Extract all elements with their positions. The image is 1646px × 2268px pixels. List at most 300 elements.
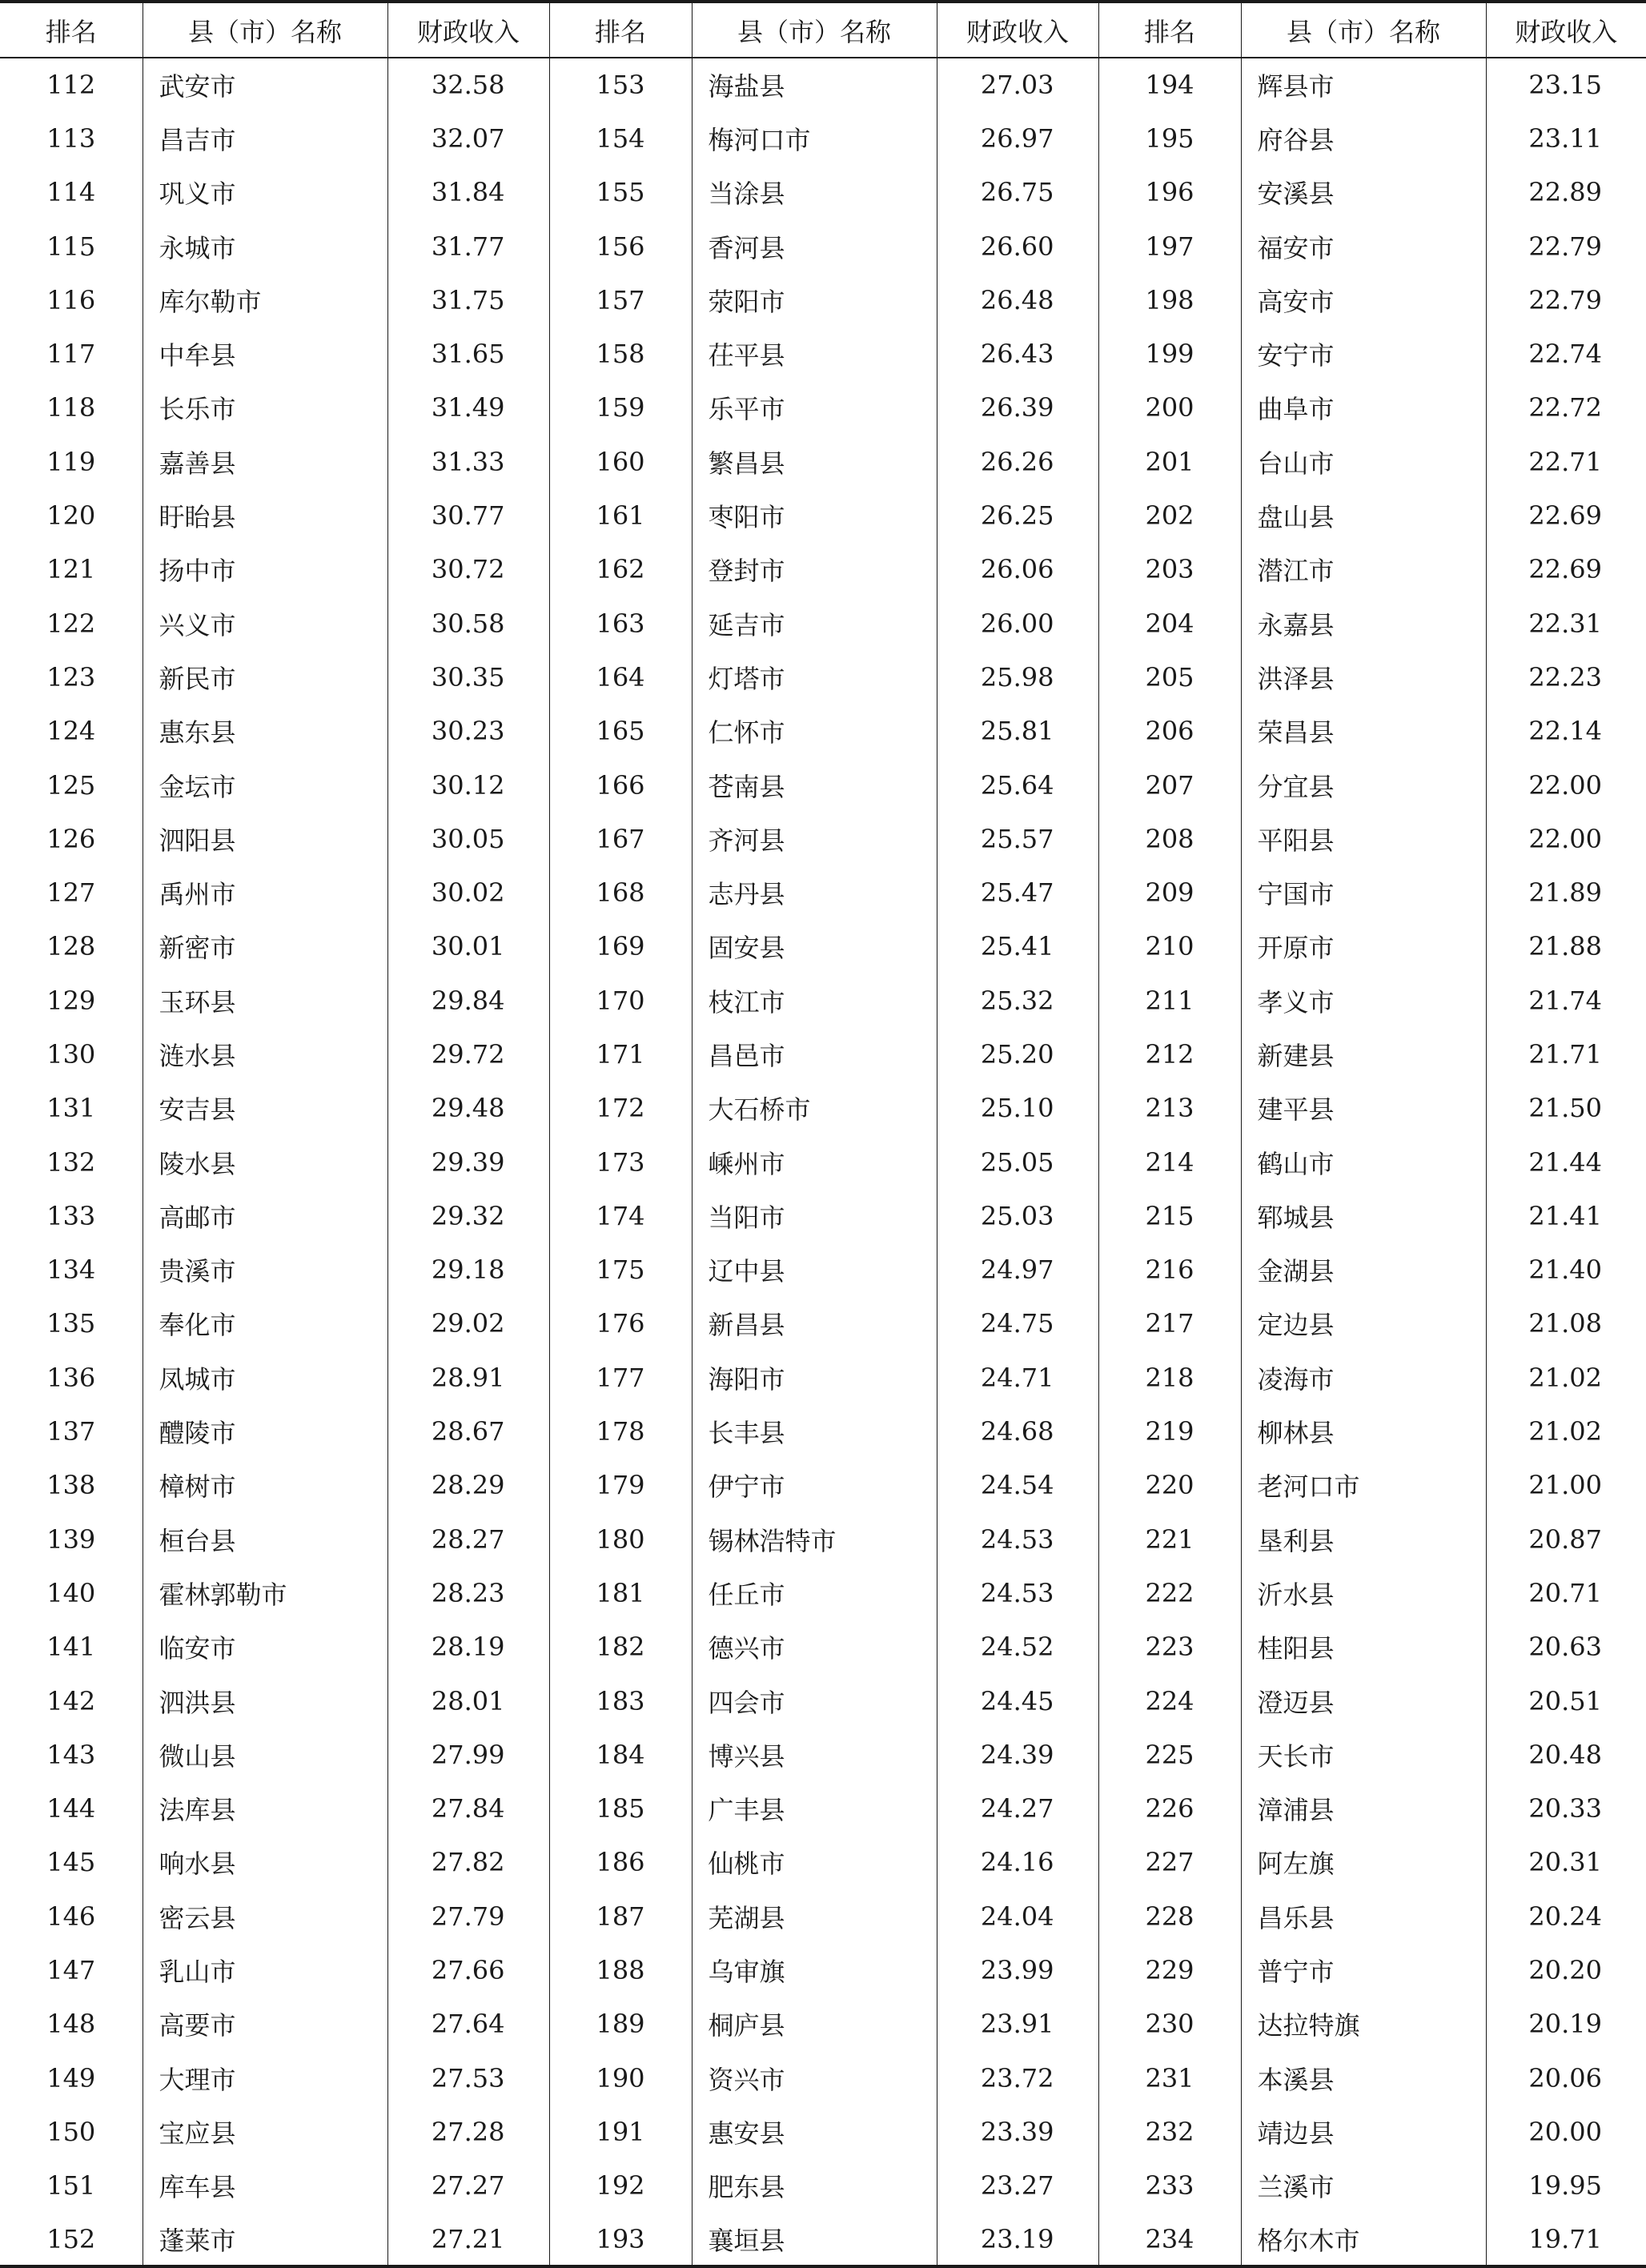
revenue-cell: 24.53 — [937, 1512, 1098, 1566]
revenue-cell: 25.64 — [937, 758, 1098, 812]
revenue-cell: 29.48 — [387, 1082, 549, 1135]
county-name-cell: 长丰县 — [692, 1404, 937, 1458]
rank-cell: 229 — [1098, 1943, 1241, 1997]
rank-cell: 193 — [549, 2213, 692, 2266]
revenue-cell: 26.43 — [937, 327, 1098, 380]
revenue-cell: 22.89 — [1486, 166, 1646, 219]
county-name-cell: 霍林郭勒市 — [143, 1566, 387, 1620]
county-name-cell: 新昌县 — [692, 1297, 937, 1351]
county-name-cell: 桓台县 — [143, 1512, 387, 1566]
revenue-cell: 26.60 — [937, 219, 1098, 273]
county-name-cell: 乐平市 — [692, 381, 937, 435]
rank-cell: 192 — [549, 2159, 692, 2213]
header-revenue-3: 财政收入 — [1486, 2, 1646, 58]
rank-cell: 204 — [1098, 596, 1241, 650]
table-row — [0, 1782, 1646, 1836]
county-name-cell: 昌邑市 — [692, 1027, 937, 1081]
county-name-cell: 临安市 — [143, 1620, 387, 1674]
county-name-cell: 高安市 — [1241, 273, 1486, 327]
county-name-cell: 海阳市 — [692, 1351, 937, 1404]
rank-cell: 181 — [549, 1566, 692, 1620]
revenue-cell: 25.32 — [937, 973, 1098, 1027]
rank-cell: 140 — [46, 1577, 96, 1608]
county-name-cell: 禹州市 — [143, 865, 387, 919]
revenue-cell: 27.64 — [387, 1997, 549, 2051]
rank-cell: 213 — [1098, 1082, 1241, 1135]
revenue-cell: 20.06 — [1486, 2051, 1646, 2105]
county-name-cell: 永嘉县 — [1241, 596, 1486, 650]
table-row — [0, 704, 1646, 758]
county-name-cell: 鹤山市 — [1241, 1135, 1486, 1189]
table-row — [0, 1728, 1646, 1781]
county-name-cell: 仙桃市 — [692, 1836, 937, 1889]
rank-cell: 135 — [46, 1308, 96, 1339]
county-name-cell: 新密市 — [143, 920, 387, 973]
revenue-cell: 22.79 — [1486, 273, 1646, 327]
revenue-cell: 22.74 — [1486, 327, 1646, 380]
rank-cell: 133 — [46, 1200, 96, 1231]
revenue-cell: 22.23 — [1486, 650, 1646, 704]
revenue-cell: 20.63 — [1486, 1620, 1646, 1674]
revenue-cell: 27.82 — [387, 1836, 549, 1889]
rank-cell: 122 — [46, 608, 96, 639]
county-name-cell: 肥东县 — [692, 2159, 937, 2213]
table-row — [0, 865, 1646, 919]
county-name-cell: 惠东县 — [143, 704, 387, 758]
rank-cell: 219 — [1098, 1404, 1241, 1458]
county-name-cell: 奉化市 — [143, 1297, 387, 1351]
county-name-cell: 齐河县 — [692, 812, 937, 865]
county-name-cell: 芜湖县 — [692, 1889, 937, 1943]
county-name-cell: 当阳市 — [692, 1189, 937, 1242]
rank-cell: 228 — [1098, 1889, 1241, 1943]
revenue-cell: 26.25 — [937, 488, 1098, 542]
revenue-cell: 32.07 — [387, 111, 549, 165]
county-name-cell: 曲阜市 — [1241, 381, 1486, 435]
revenue-cell: 21.02 — [1486, 1351, 1646, 1404]
rank-cell: 144 — [46, 1793, 96, 1824]
table-row — [0, 920, 1646, 973]
rank-cell: 130 — [46, 1038, 96, 1070]
rank-cell: 127 — [46, 877, 96, 909]
revenue-cell: 27.27 — [387, 2159, 549, 2213]
rank-cell: 201 — [1098, 435, 1241, 488]
revenue-cell: 20.87 — [1486, 1512, 1646, 1566]
revenue-cell: 28.27 — [387, 1512, 549, 1566]
county-name-cell: 志丹县 — [692, 865, 937, 919]
rank-cell: 216 — [1098, 1243, 1241, 1297]
revenue-cell: 23.19 — [937, 2213, 1098, 2266]
county-name-cell: 惠安县 — [692, 2105, 937, 2158]
county-name-cell: 乳山市 — [143, 1943, 387, 1997]
revenue-cell: 31.65 — [387, 327, 549, 380]
county-name-cell: 扬中市 — [143, 543, 387, 596]
rank-cell: 212 — [1098, 1027, 1241, 1081]
rank-cell: 138 — [46, 1470, 96, 1501]
revenue-cell: 26.26 — [937, 435, 1098, 488]
table-row — [0, 273, 1646, 327]
table-row — [0, 1943, 1646, 1997]
rank-cell: 233 — [1098, 2159, 1241, 2213]
rank-cell: 211 — [1098, 973, 1241, 1027]
county-name-cell: 涟水县 — [143, 1027, 387, 1081]
county-name-cell: 延吉市 — [692, 596, 937, 650]
revenue-cell: 21.41 — [1486, 1189, 1646, 1242]
county-name-cell: 郓城县 — [1241, 1189, 1486, 1242]
rank-cell: 124 — [46, 716, 96, 747]
county-name-cell: 洪泽县 — [1241, 650, 1486, 704]
county-name-cell: 库车县 — [143, 2159, 387, 2213]
rank-cell: 125 — [46, 769, 96, 801]
revenue-cell: 25.10 — [937, 1082, 1098, 1135]
revenue-cell: 24.71 — [937, 1351, 1098, 1404]
table-row — [0, 1351, 1646, 1404]
rank-cell: 136 — [46, 1362, 96, 1393]
rank-cell: 177 — [549, 1351, 692, 1404]
table-row — [0, 1082, 1646, 1135]
revenue-cell: 28.01 — [387, 1674, 549, 1728]
rank-cell: 215 — [1098, 1189, 1241, 1242]
county-name-cell: 垦利县 — [1241, 1512, 1486, 1566]
rank-cell: 195 — [1098, 111, 1241, 165]
table-row — [0, 1243, 1646, 1297]
revenue-cell: 31.84 — [387, 166, 549, 219]
county-name-cell: 灯塔市 — [692, 650, 937, 704]
county-name-cell: 辉县市 — [1241, 58, 1486, 111]
table-row — [0, 1404, 1646, 1458]
revenue-cell: 23.72 — [937, 2051, 1098, 2105]
county-name-cell: 中牟县 — [143, 327, 387, 380]
county-name-cell: 密云县 — [143, 1889, 387, 1943]
revenue-cell: 30.02 — [387, 865, 549, 919]
table-row — [0, 2213, 1646, 2266]
revenue-cell: 21.00 — [1486, 1459, 1646, 1512]
revenue-cell: 22.00 — [1486, 812, 1646, 865]
rank-cell: 178 — [549, 1404, 692, 1458]
rank-cell: 160 — [549, 435, 692, 488]
revenue-cell: 20.19 — [1486, 1997, 1646, 2051]
county-name-cell: 普宁市 — [1241, 1943, 1486, 1997]
rank-cell: 148 — [46, 2009, 96, 2040]
revenue-cell: 30.72 — [387, 543, 549, 596]
rank-cell: 112 — [46, 70, 96, 101]
county-name-cell: 陵水县 — [143, 1135, 387, 1189]
county-name-cell: 桐庐县 — [692, 1997, 937, 2051]
rank-cell: 226 — [1098, 1782, 1241, 1836]
revenue-cell: 30.58 — [387, 596, 549, 650]
rank-cell: 222 — [1098, 1566, 1241, 1620]
revenue-cell: 23.99 — [937, 1943, 1098, 1997]
county-name-cell: 泗阳县 — [143, 812, 387, 865]
revenue-cell: 20.20 — [1486, 1943, 1646, 1997]
county-name-cell: 锡林浩特市 — [692, 1512, 937, 1566]
revenue-cell: 26.00 — [937, 596, 1098, 650]
county-name-cell: 兴义市 — [143, 596, 387, 650]
county-name-cell: 沂水县 — [1241, 1566, 1486, 1620]
rank-cell: 118 — [46, 392, 96, 423]
table-header — [0, 2, 1646, 58]
rank-cell: 205 — [1098, 650, 1241, 704]
county-name-cell: 泗洪县 — [143, 1674, 387, 1728]
table-row — [0, 58, 1646, 111]
rank-cell: 163 — [549, 596, 692, 650]
county-name-cell: 靖边县 — [1241, 2105, 1486, 2158]
rank-cell: 232 — [1098, 2105, 1241, 2158]
county-name-cell: 当涂县 — [692, 166, 937, 219]
rank-cell: 174 — [549, 1189, 692, 1242]
rank-cell: 162 — [549, 543, 692, 596]
county-name-cell: 漳浦县 — [1241, 1782, 1486, 1836]
rank-cell: 203 — [1098, 543, 1241, 596]
table-row — [0, 650, 1646, 704]
rank-cell: 172 — [549, 1082, 692, 1135]
revenue-cell: 27.21 — [387, 2213, 549, 2266]
county-name-cell: 昌吉市 — [143, 111, 387, 165]
rank-cell: 175 — [549, 1243, 692, 1297]
header-county-name-1: 县（市）名称 — [143, 2, 387, 58]
table-row — [0, 758, 1646, 812]
table-row — [0, 1836, 1646, 1889]
rank-cell: 225 — [1098, 1728, 1241, 1781]
revenue-cell: 27.79 — [387, 1889, 549, 1943]
revenue-cell: 24.04 — [937, 1889, 1098, 1943]
rank-cell: 142 — [46, 1685, 96, 1716]
county-name-cell: 金坛市 — [143, 758, 387, 812]
rank-cell: 223 — [1098, 1620, 1241, 1674]
county-name-cell: 宝应县 — [143, 2105, 387, 2158]
rank-cell: 147 — [46, 1955, 96, 1986]
county-name-cell: 澄迈县 — [1241, 1674, 1486, 1728]
revenue-cell: 25.05 — [937, 1135, 1098, 1189]
county-name-cell: 新建县 — [1241, 1027, 1486, 1081]
county-name-cell: 大理市 — [143, 2051, 387, 2105]
revenue-cell: 29.02 — [387, 1297, 549, 1351]
header-county-name-2: 县（市）名称 — [692, 2, 937, 58]
table-row — [0, 1997, 1646, 2051]
county-name-cell: 桂阳县 — [1241, 1620, 1486, 1674]
table-row — [0, 327, 1646, 380]
county-name-cell: 登封市 — [692, 543, 937, 596]
rank-cell: 113 — [46, 122, 96, 154]
county-name-cell: 永城市 — [143, 219, 387, 273]
revenue-cell: 28.91 — [387, 1351, 549, 1404]
revenue-cell: 29.39 — [387, 1135, 549, 1189]
county-name-cell: 仁怀市 — [692, 704, 937, 758]
rank-cell: 154 — [549, 111, 692, 165]
county-name-cell: 海盐县 — [692, 58, 937, 111]
revenue-cell: 22.69 — [1486, 488, 1646, 542]
county-name-cell: 茌平县 — [692, 327, 937, 380]
rank-cell: 220 — [1098, 1459, 1241, 1512]
rank-cell: 183 — [549, 1674, 692, 1728]
county-name-cell: 定边县 — [1241, 1297, 1486, 1351]
county-name-cell: 嘉善县 — [143, 435, 387, 488]
county-name-cell: 台山市 — [1241, 435, 1486, 488]
revenue-cell: 29.84 — [387, 973, 549, 1027]
revenue-cell: 20.48 — [1486, 1728, 1646, 1781]
county-name-cell: 贵溪市 — [143, 1243, 387, 1297]
county-name-cell: 辽中县 — [692, 1243, 937, 1297]
table-row — [0, 435, 1646, 488]
rank-cell: 134 — [46, 1254, 96, 1286]
revenue-cell: 19.71 — [1486, 2213, 1646, 2266]
rank-cell: 152 — [0, 2213, 143, 2266]
county-name-cell: 固安县 — [692, 920, 937, 973]
county-name-cell: 嵊州市 — [692, 1135, 937, 1189]
table-row — [0, 381, 1646, 435]
revenue-cell: 30.77 — [387, 488, 549, 542]
county-name-cell: 任丘市 — [692, 1566, 937, 1620]
rank-cell: 149 — [46, 2062, 96, 2093]
rank-cell: 150 — [46, 2116, 96, 2147]
county-name-cell: 大石桥市 — [692, 1082, 937, 1135]
county-name-cell: 响水县 — [143, 1836, 387, 1889]
rank-cell: 197 — [1098, 219, 1241, 273]
rank-cell: 185 — [549, 1782, 692, 1836]
rank-cell: 166 — [549, 758, 692, 812]
county-name-cell: 开原市 — [1241, 920, 1486, 973]
header-county-name-3: 县（市）名称 — [1241, 2, 1486, 58]
table-row — [0, 596, 1646, 650]
revenue-cell: 20.33 — [1486, 1782, 1646, 1836]
rank-cell: 168 — [549, 865, 692, 919]
table-row — [0, 1459, 1646, 1512]
revenue-cell: 31.77 — [387, 219, 549, 273]
rank-cell: 143 — [46, 1739, 96, 1770]
county-name-cell: 荣昌县 — [1241, 704, 1486, 758]
rank-cell: 194 — [1098, 58, 1241, 111]
rank-cell: 146 — [46, 1901, 96, 1932]
revenue-cell: 21.88 — [1486, 920, 1646, 973]
revenue-cell: 22.14 — [1486, 704, 1646, 758]
county-name-cell: 福安市 — [1241, 219, 1486, 273]
table-row — [0, 219, 1646, 273]
revenue-cell: 25.03 — [937, 1189, 1098, 1242]
county-name-cell: 繁昌县 — [692, 435, 937, 488]
revenue-cell: 22.71 — [1486, 435, 1646, 488]
county-name-cell: 分宜县 — [1241, 758, 1486, 812]
header-revenue-2: 财政收入 — [937, 2, 1098, 58]
rank-cell: 128 — [46, 931, 96, 962]
revenue-cell: 25.20 — [937, 1027, 1098, 1081]
county-name-cell: 荥阳市 — [692, 273, 937, 327]
revenue-cell: 28.23 — [387, 1566, 549, 1620]
county-name-cell: 枣阳市 — [692, 488, 937, 542]
rank-cell: 176 — [549, 1297, 692, 1351]
county-name-cell: 安宁市 — [1241, 327, 1486, 380]
rank-cell: 200 — [1098, 381, 1241, 435]
rank-cell: 221 — [1098, 1512, 1241, 1566]
rank-cell: 196 — [1098, 166, 1241, 219]
rank-cell: 115 — [46, 231, 96, 262]
revenue-cell: 26.39 — [937, 381, 1098, 435]
revenue-cell: 23.15 — [1486, 58, 1646, 111]
table-row — [0, 1297, 1646, 1351]
county-name-cell: 平阳县 — [1241, 812, 1486, 865]
revenue-cell: 25.57 — [937, 812, 1098, 865]
county-name-cell: 凌海市 — [1241, 1351, 1486, 1404]
revenue-cell: 20.71 — [1486, 1566, 1646, 1620]
revenue-cell: 25.41 — [937, 920, 1098, 973]
revenue-cell: 20.00 — [1486, 2105, 1646, 2158]
table-row — [0, 973, 1646, 1027]
county-name-cell: 昌乐县 — [1241, 1889, 1486, 1943]
county-name-cell: 府谷县 — [1241, 111, 1486, 165]
revenue-cell: 27.66 — [387, 1943, 549, 1997]
county-name-cell: 法库县 — [143, 1782, 387, 1836]
county-name-cell: 宁国市 — [1241, 865, 1486, 919]
rank-cell: 117 — [46, 339, 96, 370]
county-name-cell: 安吉县 — [143, 1082, 387, 1135]
county-name-cell: 盱眙县 — [143, 488, 387, 542]
rank-cell: 120 — [46, 500, 96, 532]
county-name-cell: 香河县 — [692, 219, 937, 273]
table-row — [0, 1674, 1646, 1728]
rank-cell: 207 — [1098, 758, 1241, 812]
county-name-cell: 博兴县 — [692, 1728, 937, 1781]
rank-cell: 191 — [549, 2105, 692, 2158]
rank-cell: 139 — [46, 1523, 96, 1555]
revenue-cell: 20.51 — [1486, 1674, 1646, 1728]
revenue-cell: 23.91 — [937, 1997, 1098, 2051]
county-name-cell: 老河口市 — [1241, 1459, 1486, 1512]
revenue-cell: 24.27 — [937, 1782, 1098, 1836]
header-rank-2: 排名 — [549, 2, 692, 58]
rank-cell: 184 — [549, 1728, 692, 1781]
table-row — [0, 1620, 1646, 1674]
rank-cell: 164 — [549, 650, 692, 704]
rank-cell: 231 — [1098, 2051, 1241, 2105]
revenue-cell: 24.54 — [937, 1459, 1098, 1512]
revenue-cell: 27.28 — [387, 2105, 549, 2158]
revenue-cell: 21.71 — [1486, 1027, 1646, 1081]
revenue-cell: 22.31 — [1486, 596, 1646, 650]
table-row — [0, 543, 1646, 596]
table-row — [0, 1135, 1646, 1189]
county-name-cell: 醴陵市 — [143, 1404, 387, 1458]
county-name-cell: 苍南县 — [692, 758, 937, 812]
rank-cell: 227 — [1098, 1836, 1241, 1889]
rank-cell: 182 — [549, 1620, 692, 1674]
rank-cell: 224 — [1098, 1674, 1241, 1728]
revenue-cell: 24.39 — [937, 1728, 1098, 1781]
rank-cell: 189 — [549, 1997, 692, 2051]
revenue-cell: 29.18 — [387, 1243, 549, 1297]
county-name-cell: 金湖县 — [1241, 1243, 1486, 1297]
header-rank-3: 排名 — [1098, 2, 1241, 58]
revenue-cell: 31.49 — [387, 381, 549, 435]
table-row — [0, 2051, 1646, 2105]
rank-cell: 156 — [549, 219, 692, 273]
table-row — [0, 1512, 1646, 1566]
county-name-cell: 襄垣县 — [692, 2213, 937, 2266]
rank-cell: 137 — [46, 1416, 96, 1447]
rank-cell: 157 — [549, 273, 692, 327]
revenue-cell: 21.74 — [1486, 973, 1646, 1027]
header-row — [0, 2, 1646, 58]
county-name-cell: 新民市 — [143, 650, 387, 704]
rank-cell: 141 — [46, 1632, 96, 1663]
county-name-cell: 潜江市 — [1241, 543, 1486, 596]
county-name-cell: 安溪县 — [1241, 166, 1486, 219]
revenue-cell: 30.12 — [387, 758, 549, 812]
rank-cell: 187 — [549, 1889, 692, 1943]
revenue-cell: 31.33 — [387, 435, 549, 488]
rank-cell: 161 — [549, 488, 692, 542]
county-name-cell: 长乐市 — [143, 381, 387, 435]
revenue-cell: 22.00 — [1486, 758, 1646, 812]
rank-cell: 167 — [549, 812, 692, 865]
